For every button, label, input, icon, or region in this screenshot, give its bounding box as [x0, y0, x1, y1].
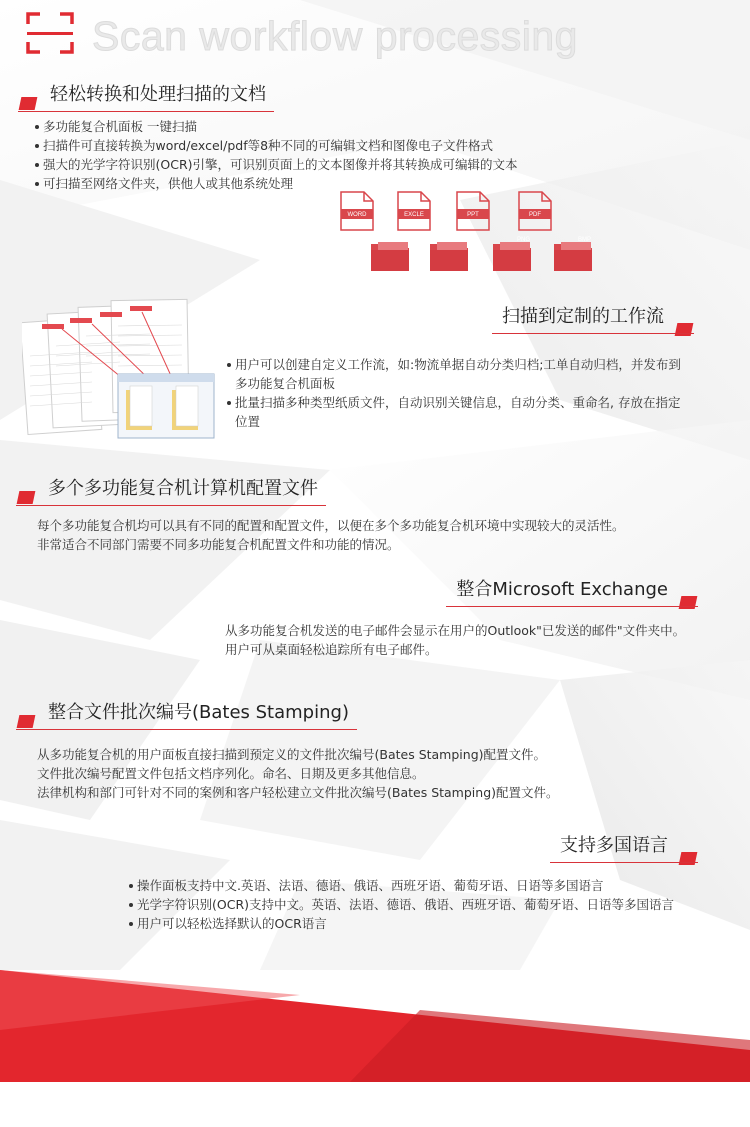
list-item: 可扫描至网络文件夹，供他人或其他系统处理 [34, 174, 518, 193]
folder-label: BMP [577, 237, 591, 243]
file-label: PPT [467, 212, 479, 218]
text-line: 用户可从桌面轻松追踪所有电子邮件。 [225, 642, 438, 657]
list-item: 多功能复合机面板 一键扫描 [34, 117, 518, 136]
bates-description [37, 745, 559, 802]
profiles-description [37, 516, 625, 554]
list-item-line: 用户可以创建自定义工作流，如:物流单据自动分类归档;工单自动归档，并发布到 [235, 357, 681, 372]
heading-accent-mark [675, 323, 694, 336]
heading-accent-mark [679, 852, 698, 865]
png-folder-icon [492, 237, 532, 272]
text-line: 非常适合不同部门需要不同多功能复合机配置文件和功能的情况。 [37, 537, 400, 552]
section-heading-profiles [16, 476, 318, 502]
list-item: 用户可以轻松选择默认的OCR语言 [128, 914, 674, 933]
heading-underline [550, 862, 698, 863]
languages-feature-list [128, 876, 674, 933]
tiff-folder-icon [370, 237, 410, 272]
heading-underline [18, 111, 274, 112]
heading-underline [16, 729, 357, 730]
heading-accent-mark [17, 491, 36, 504]
page-title: Scan workflow processing [92, 13, 578, 59]
workflow-feature-list [226, 355, 681, 431]
heading-text: 整合Microsoft Exchange [456, 579, 668, 600]
word-file-icon [340, 191, 374, 231]
section-heading-convert [18, 82, 266, 108]
list-item: 扫描件可直接转换为word/excel/pdf等8种不同的可编辑文档和图像电子文件格式 [34, 136, 518, 155]
list-item-line: 多功能复合机面板 [235, 376, 336, 391]
jpeg-folder-icon [429, 237, 469, 272]
section-heading-exchange [456, 577, 698, 603]
text-line: 从多功能复合机的用户面板直接扫描到预定义的文件批次编号(Bates Stamping)配置文件。 [37, 747, 547, 762]
excel-file-icon [397, 191, 431, 231]
exchange-description [225, 621, 685, 659]
heading-underline [16, 505, 326, 506]
bmp-folder-icon [553, 237, 593, 272]
list-item: 强大的光学字符识别(OCR)引擎，可识别页面上的文本图像并将其转换成可编辑的文本 [34, 155, 518, 174]
file-label: PDF [529, 212, 541, 218]
heading-underline [446, 606, 698, 607]
heading-accent-mark [679, 596, 698, 609]
file-label: EXCLE [404, 212, 424, 218]
heading-accent-mark [19, 97, 38, 110]
list-item [226, 355, 681, 393]
text-line: 每个多功能复合机均可以具有不同的配置和配置文件，以便在多个多功能复合机环境中实现较大的灵活性。 [37, 518, 625, 533]
workflow-documents-illustration [22, 296, 218, 441]
text-line: 文件批次编号配置文件包括文档序列化。命名、日期及更多其他信息。 [37, 766, 425, 781]
section-heading-workflow [502, 304, 694, 330]
convert-feature-list [34, 117, 518, 193]
pdf-file-icon [518, 191, 552, 231]
text-line: 从多功能复合机发送的电子邮件会显示在用户的Outlook"已发送的邮件"文件夹中。 [225, 623, 686, 638]
ppt-file-icon [456, 191, 490, 231]
heading-text: 多个多功能复合机计算机配置文件 [48, 478, 318, 499]
text-line: 法律机构和部门可针对不同的案例和客户轻松建立文件批次编号(Bates Stamping)配置文件。 [37, 785, 559, 800]
list-item [226, 393, 681, 431]
file-label: WORD [347, 212, 367, 218]
folder-label: JPEG [451, 237, 467, 243]
heading-accent-mark [17, 715, 36, 728]
list-item-line: 批量扫描多种类型纸质文件，自动识别关键信息，自动分类、重命名, 存放在指定 [235, 395, 681, 410]
heading-underline [492, 333, 694, 334]
heading-text: 扫描到定制的工作流 [502, 306, 664, 327]
folder-label: TIFF [395, 237, 408, 243]
list-item-line: 位置 [235, 414, 261, 429]
heading-text: 支持多国语言 [560, 835, 668, 856]
folder-label: PNG [516, 237, 530, 243]
list-item: 光学字符识别(OCR)支持中文。英语、法语、德语、俄语、西班牙语、葡萄牙语、日语等多国语言 [128, 895, 674, 914]
heading-text: 轻松转换和处理扫描的文档 [50, 84, 266, 105]
heading-text: 整合文件批次编号(Bates Stamping) [48, 702, 349, 723]
list-item: 操作面板支持中文.英语、法语、德语、俄语、西班牙语、葡萄牙语、日语等多国语言 [128, 876, 674, 895]
scan-frame-icon [26, 12, 74, 54]
section-heading-bates [16, 700, 349, 726]
section-heading-languages [560, 833, 698, 859]
